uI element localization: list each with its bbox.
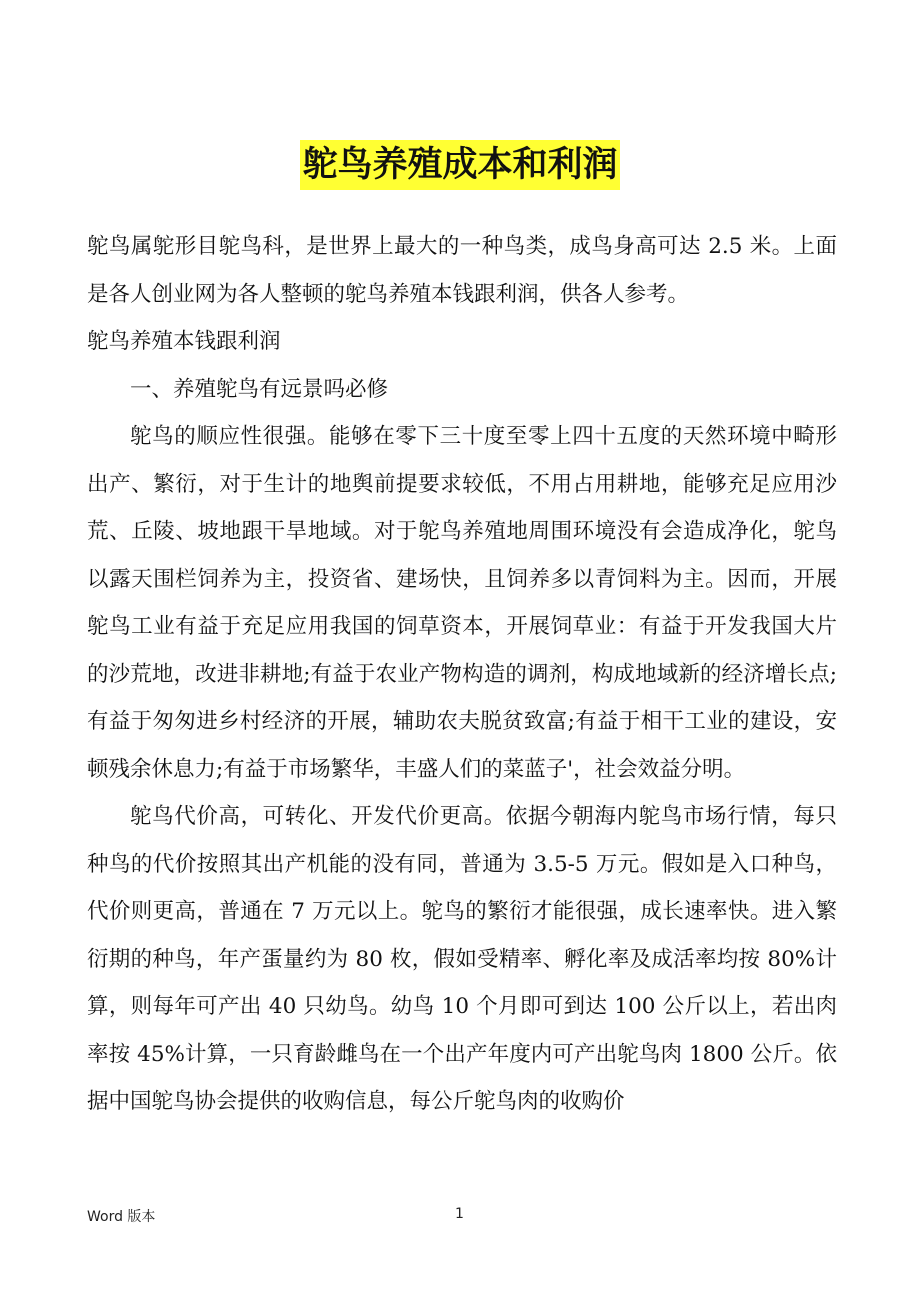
page-number: 1 bbox=[455, 1206, 464, 1222]
document-title: 鸵鸟养殖成本和利润 bbox=[300, 140, 619, 190]
title-container bbox=[0, 140, 920, 190]
section-heading: 一、养殖鸵鸟有远景吗必修 bbox=[130, 376, 389, 402]
paragraph-adaptability: 鸵鸟的顺应性很强。能够在零下三十度至零上四十五度的天然环境中畸形出产、繁衍，对于生计的地舆前提要求较低，不用占用耕地，能够充足应用沙荒、丘陵、坡地跟干旱地域。对于鸵鸟养殖地周围环境没有会造成净化，鸵鸟以露天围栏饲养为主，投资省、建场快，且饲养多以青饲料为主。因而，开展鸵鸟工业有益于充足应用我国的饲草资本，开展饲草业：有益于开发我国大片的沙荒地，改进非耕地;有益于农业产物构造的调剂，构成地域新的经济增长点;有益于匆匆进乡村经济的开展，辅助农夫脱贫致富;有益于相干工业的建设，安顿残余休息力;有益于市场繁华，丰盛人们的菜蓝子'，社会效益分明。 bbox=[87, 424, 837, 782]
paragraph-intro: 鸵鸟属鸵形目鸵鸟科，是世界上最大的一种鸟类，成鸟身高可达 2.5 米。上面是各人创业网为各人整顿的鸵鸟养殖本钱跟利润，供各人参考。 bbox=[87, 234, 837, 307]
paragraph-value: 鸵鸟代价高，可转化、开发代价更高。依据今朝海内鸵鸟市场行情，每只种鸟的代价按照其出产机能的没有同，普通为 3.5-5 万元。假如是入口种鸟，代价则更高，普通在 7 万元以上。鸵鸟的繁衍才能很强，成长速率快。进入繁衍期的种鸟，年产蛋量约为 80 枚，假如受精率、孵化率及成活率均按 80%计算，则每年可产出 40 只幼鸟。幼鸟 10 个月即可到达 100 公斤以上，若出肉率按 45%计算，一只育龄雌鸟在一个出产年度内可产出鸵鸟肉 1800 公斤。依据中国鸵鸟协会提供的收购信息，每公斤鸵鸟肉的收购价 bbox=[87, 804, 837, 1114]
paragraph-subtitle: 鸵鸟养殖本钱跟利润 bbox=[87, 329, 281, 354]
footer-label: Word 版本 bbox=[87, 1209, 156, 1225]
document-body bbox=[87, 223, 837, 1126]
